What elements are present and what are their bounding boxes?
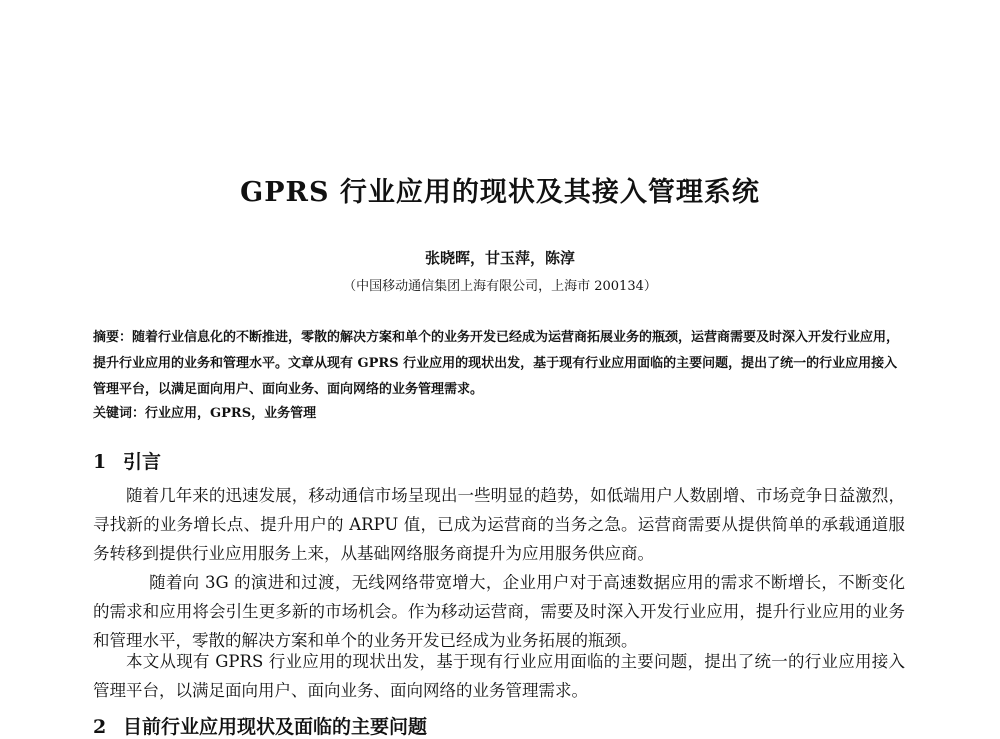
paper-title: GPRS 行业应用的现状及其接入管理系统: [240, 177, 760, 208]
paragraph-2: 随着向 3G 的演进和过渡，无线网络带宽增大，企业用户对于高速数据应用的需求不断增长，不断变化的需求和应用将会引生更多新的市场机会。作为移动运营商，需要及时深入开发行业应用，提升行业应用的业务和管理水平，零散的解决方案和单个的业务开发已经成为业务拓展的瓶颈。: [93, 573, 905, 650]
section-heading-1: [93, 447, 161, 474]
keywords: [93, 401, 905, 427]
paragraph-3: 本文从现有 GPRS 行业应用的现状出发，基于现有行业应用面临的主要问题，提出了统一的行业应用接入管理平台，以满足面向用户、面向业务、面向网络的业务管理需求。: [93, 652, 905, 700]
paper-affiliation: （中国移动通信集团上海有限公司，上海市 200134）: [343, 279, 657, 294]
section-title: 引言: [123, 451, 162, 473]
abstract-text: 随着行业信息化的不断推进，零散的解决方案和单个的业务开发已经成为运营商拓展业务的瓶颈，运营商需要及时深入开发行业应用，提升行业应用的业务和管理水平。文章从现有 GPRS 行业应用的现状出发，基于现有行业应用面临的主要问题，提出了统一的行业应用接入管理平台，以满足面向用户、面向业务、面向网络的业务管理需求。: [93, 330, 900, 397]
paragraph-1: 随着几年来的迅速发展，移动通信市场呈现出一些明显的趋势，如低端用户人数剧增、市场竞争日益激烈，寻找新的业务增长点、提升用户的 ARPU 值，已成为运营商的当务之急。运营商需要从提供简单的承载通道服务转移到提供行业应用服务上来，从基础网络服务商提升为应用服务供应商。: [93, 486, 905, 563]
paper-authors: 张晓晖，甘玉萍，陈淳: [424, 249, 575, 267]
section-number: 2: [93, 716, 107, 738]
section-number: 1: [93, 451, 107, 473]
section-title: 目前行业应用现状及面临的主要问题: [123, 716, 428, 738]
keywords-label: 关键词：: [93, 406, 146, 421]
keywords-text: 行业应用，GPRS，业务管理: [145, 406, 317, 421]
abstract-label: 摘要：: [93, 330, 133, 345]
abstract: [93, 325, 905, 403]
section-heading-2: [93, 712, 427, 739]
